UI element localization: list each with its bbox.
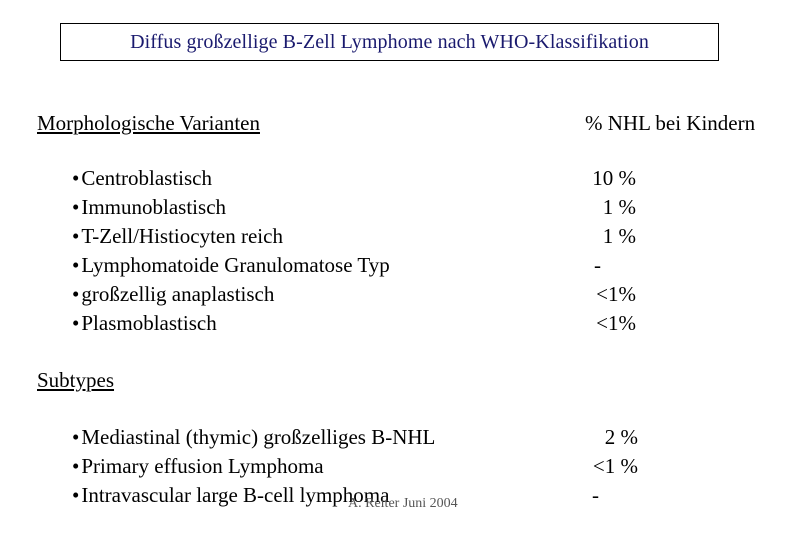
list-item	[72, 423, 435, 452]
list-item	[72, 222, 390, 251]
item-value: <1 %	[592, 454, 638, 478]
item-label: großzellig anaplastisch	[81, 282, 275, 306]
bullet: •	[72, 195, 80, 219]
bullet: •	[72, 483, 80, 507]
item-label: Intravascular large B-cell lymphoma	[81, 483, 390, 507]
morph-values	[560, 164, 636, 338]
subtypes-heading: Subtypes	[37, 368, 115, 392]
list-item	[72, 164, 390, 193]
morph-heading: Morphologische Varianten	[37, 111, 260, 135]
item-label: T-Zell/Histiocyten reich	[81, 224, 283, 248]
item-value: -	[592, 483, 599, 507]
bullet: •	[72, 454, 80, 478]
item-value: 10 %	[592, 166, 636, 190]
item-value: 2 %	[604, 425, 638, 449]
item-value: 1 %	[602, 195, 636, 219]
bullet: •	[72, 425, 80, 449]
item-label: Immunoblastisch	[81, 195, 227, 219]
bullet: •	[72, 311, 80, 335]
item-label: Primary effusion Lymphoma	[81, 454, 324, 478]
item-value: <1%	[596, 282, 636, 306]
bullet: •	[72, 166, 80, 190]
author-watermark: A. Reiter Juni 2004	[348, 496, 458, 511]
item-label: Mediastinal (thymic) großzelliges B-NHL	[81, 425, 436, 449]
list-item	[72, 309, 390, 338]
item-label: Lymphomatoide Granulomatose Typ	[81, 253, 390, 277]
list-item	[72, 193, 390, 222]
item-value: <1%	[596, 311, 636, 335]
slide-title	[60, 23, 719, 61]
item-value: -	[594, 253, 601, 277]
bullet: •	[72, 282, 80, 306]
morph-list	[72, 164, 390, 338]
list-item	[72, 251, 390, 280]
item-label: Centroblastisch	[81, 166, 213, 190]
bullet: •	[72, 253, 80, 277]
slide-title-text: Diffus großzellige B-Zell Lymphome nach WHO-Klassifikation	[130, 30, 649, 53]
item-value: 1 %	[602, 224, 636, 248]
value-heading: % NHL bei Kindern	[585, 111, 756, 135]
subtypes-values	[560, 423, 638, 510]
list-item	[72, 452, 435, 481]
bullet: •	[72, 224, 80, 248]
list-item	[72, 280, 390, 309]
item-label: Plasmoblastisch	[81, 311, 217, 335]
